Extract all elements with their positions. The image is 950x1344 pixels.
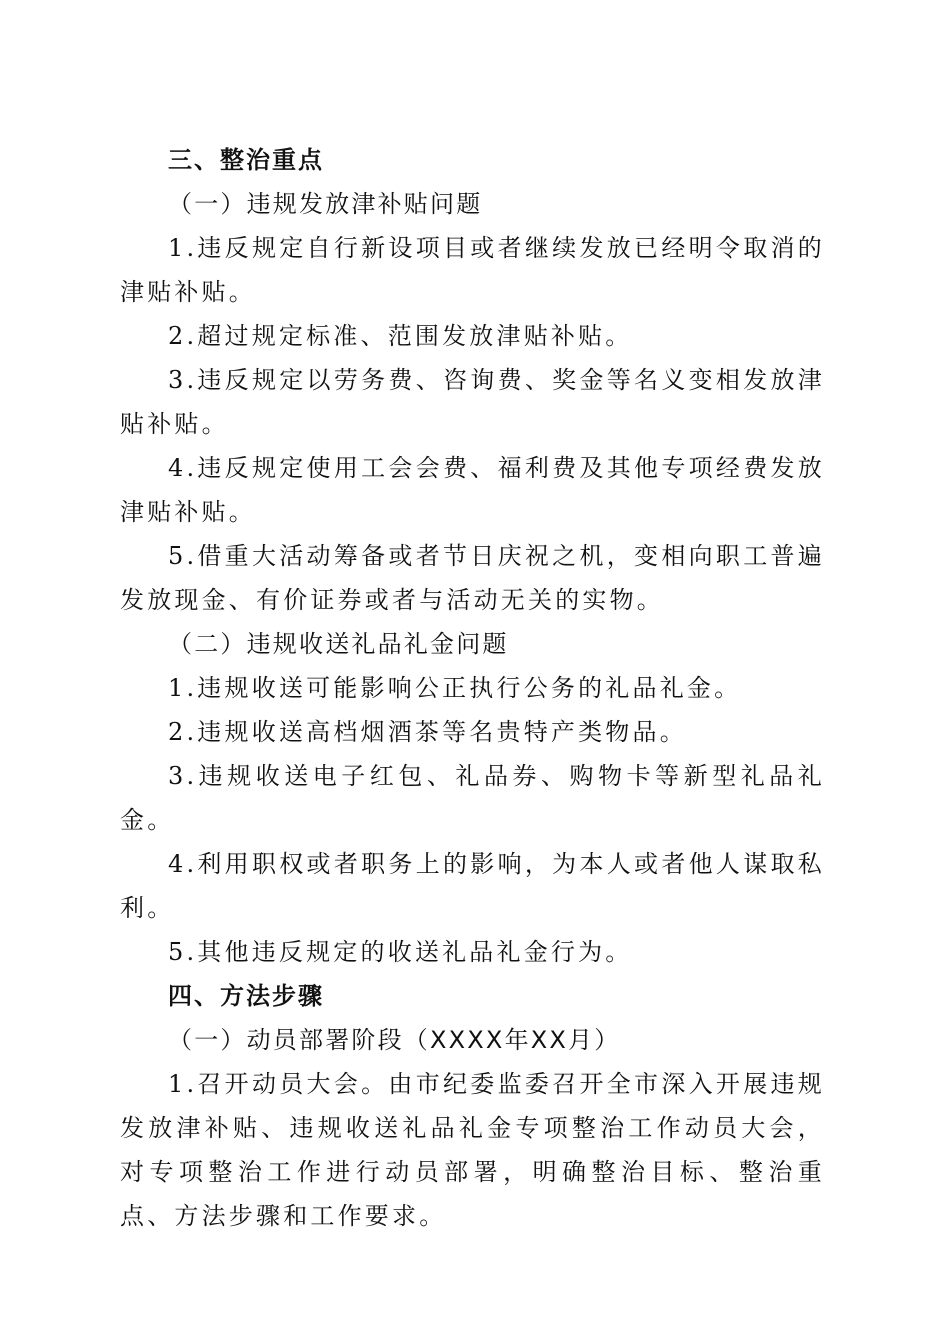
allowance-item-4: 4.违反规定使用工会会费、福利费及其他专项经费发放津贴补贴。 — [120, 454, 825, 526]
section-heading-steps: 四、方法步骤 — [168, 982, 324, 1010]
gift-item-3: 3.违规收送电子红包、礼品券、购物卡等新型礼品礼金。 — [120, 762, 825, 834]
subsection-heading-allowances: （一）违规发放津补贴问题 — [168, 190, 483, 218]
allowance-item-2: 2.超过规定标准、范围发放津贴补贴。 — [168, 322, 633, 350]
section-heading-focus: 三、整治重点 — [168, 146, 324, 174]
mobilization-item-1: 1.召开动员大会。由市纪委监委召开全市深入开展违规发放津补贴、违规收送礼品礼金专项整治工作动员大会，对专项整治工作进行动员部署，明确整治目标、整治重点、方法步骤和工作要求。 — [120, 1070, 825, 1230]
gift-item-2: 2.违规收送高档烟酒茶等名贵特产类物品。 — [168, 718, 687, 746]
gift-item-5: 5.其他违反规定的收送礼品礼金行为。 — [168, 938, 633, 966]
allowance-item-1: 1.违反规定自行新设项目或者继续发放已经明令取消的津贴补贴。 — [120, 234, 825, 306]
document-body — [120, 138, 825, 1238]
gift-item-1: 1.违规收送可能影响公正执行公务的礼品礼金。 — [168, 674, 742, 702]
subsection-heading-gifts: （二）违规收送礼品礼金问题 — [168, 630, 509, 658]
allowance-item-5: 5.借重大活动筹备或者节日庆祝之机，变相向职工普遍发放现金、有价证券或者与活动无关的实物。 — [120, 542, 825, 614]
allowance-item-3: 3.违反规定以劳务费、咨询费、奖金等名义变相发放津贴补贴。 — [120, 366, 825, 438]
gift-item-4: 4.利用职权或者职务上的影响，为本人或者他人谋取私利。 — [120, 850, 825, 922]
subsection-heading-mobilization: （一）动员部署阶段（XXXX年XX月） — [168, 1026, 621, 1054]
